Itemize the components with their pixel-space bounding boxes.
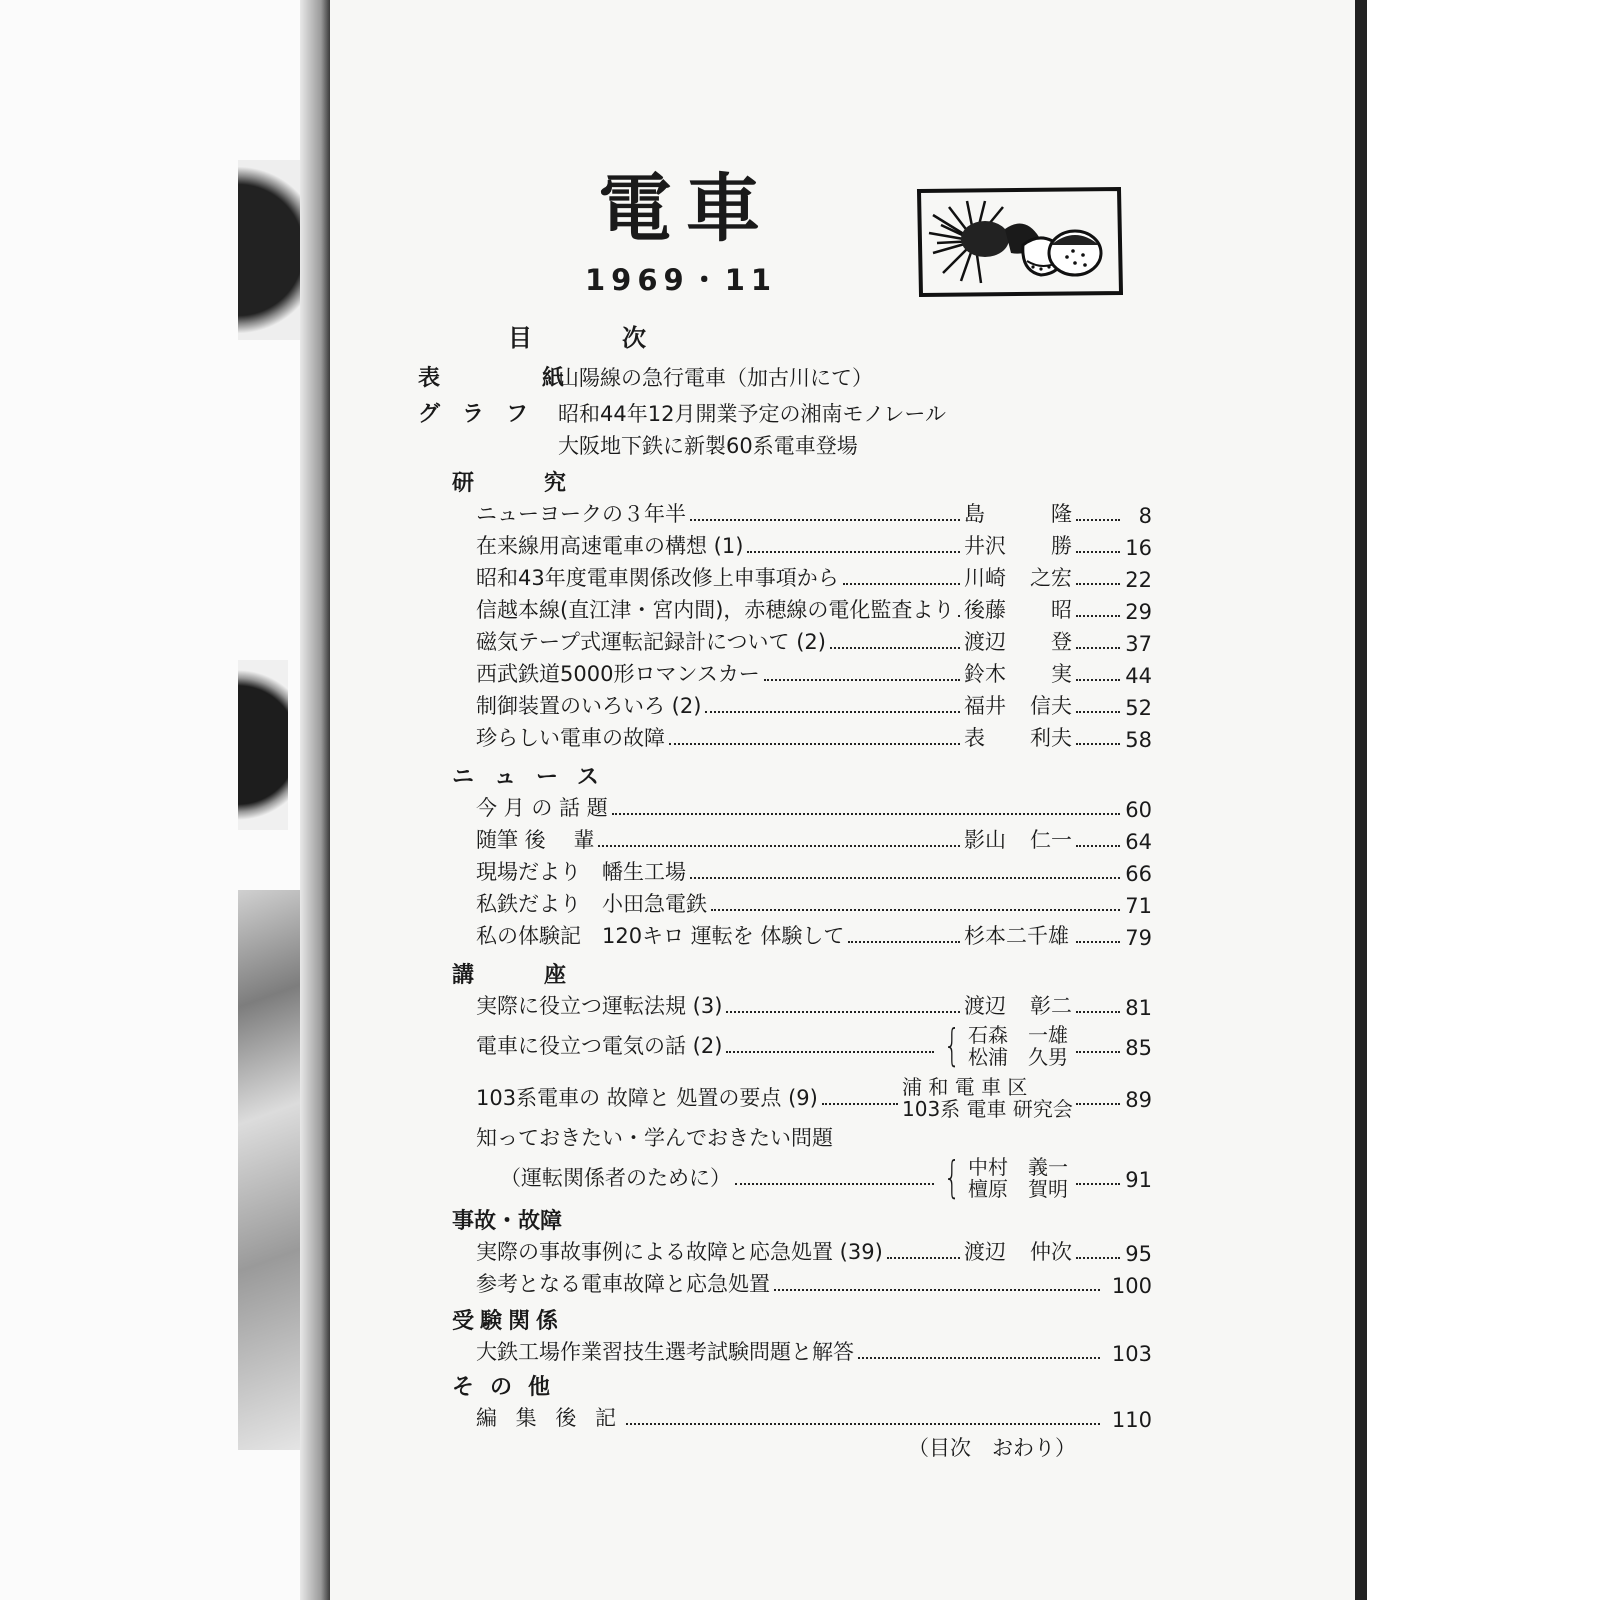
toc-entry[interactable] <box>476 722 1152 752</box>
entry-author: 表 利夫 <box>964 726 1072 750</box>
entry-page: 16 <box>1125 536 1152 560</box>
toc-entry[interactable] <box>476 530 1152 560</box>
entry-title: 知っておきたい・学んでおきたい問題 <box>476 1126 833 1150</box>
toc-entry[interactable] <box>476 498 1152 528</box>
leader-dots <box>726 1010 960 1013</box>
leader-dots <box>1076 646 1120 649</box>
entry-subtitle: （運転関係者のために） <box>500 1166 731 1190</box>
toc-entry[interactable] <box>476 888 1152 918</box>
entry-authors: 中村 義一 檀原 賀明 <box>968 1155 1068 1201</box>
toc-entry[interactable] <box>476 990 1152 1020</box>
brace-glyph: { <box>943 1020 961 1071</box>
section-heading-jiko: 事故・故障 <box>452 1209 563 1234</box>
entry-page: 89 <box>1125 1088 1152 1112</box>
leader-dots <box>669 742 960 745</box>
photo-fragment <box>238 660 288 830</box>
toc-entry[interactable] <box>476 594 1152 624</box>
entry-page: 71 <box>1125 894 1152 918</box>
entry-page: 37 <box>1125 632 1152 656</box>
toc-entry[interactable] <box>476 1336 1152 1366</box>
front-text: 大阪地下鉄に新製60系電車登場 <box>558 434 858 458</box>
brace-glyph: { <box>943 1152 961 1203</box>
entry-title: 参考となる電車故障と応急処置 <box>476 1272 770 1296</box>
entry-title: 103系電車の 故障と 処置の要点 (9) <box>476 1086 818 1110</box>
front-row-graph-2 <box>558 430 858 460</box>
entry-page: 8 <box>1138 504 1152 528</box>
toc-entry[interactable] <box>476 792 1152 822</box>
leader-dots <box>1076 614 1120 617</box>
page-edge <box>1355 0 1367 1600</box>
entry-title: 現場だより 幡生工場 <box>476 860 686 884</box>
entry-page: 22 <box>1125 568 1152 592</box>
toc-entry[interactable] <box>476 658 1152 688</box>
entry-authors: 石森 一雄 松浦 久男 <box>968 1023 1068 1069</box>
entry-title: 信越本線(直江津・宮内間)，赤穂線の電化監査より <box>476 598 955 622</box>
entry-title: 実際の事故事例による故障と応急処置 (39) <box>476 1240 883 1264</box>
entry-author: 川崎 之宏 <box>964 566 1072 590</box>
leader-dots <box>726 1050 934 1053</box>
entry-page: 95 <box>1125 1242 1152 1266</box>
entry-title: 私鉄だより 小田急電鉄 <box>476 892 707 916</box>
toc-end-note: （目次 おわり） <box>908 1436 1076 1460</box>
entry-author: 渡辺 登 <box>964 630 1072 654</box>
leader-dots <box>1076 678 1120 681</box>
leader-dots <box>1076 1102 1120 1105</box>
leader-dots <box>1076 1010 1120 1013</box>
leader-dots <box>1076 550 1120 553</box>
leader-dots <box>735 1182 934 1185</box>
toc-entry[interactable] <box>476 1236 1152 1266</box>
leader-dots <box>1076 742 1120 745</box>
leader-dots <box>1076 582 1120 585</box>
entry-title: 大鉄工場作業習技生選考試験問題と解答 <box>476 1340 854 1364</box>
toc-entry[interactable] <box>476 856 1152 886</box>
issue-date: 1969・11 <box>585 263 778 297</box>
entry-page: 85 <box>1125 1036 1152 1060</box>
entry-title: 今 月 の 話 題 <box>476 796 608 820</box>
leader-dots <box>1076 844 1120 847</box>
section-heading-koza: 講座 <box>452 963 637 988</box>
leader-dots <box>774 1288 1100 1291</box>
entry-author: 井沢 勝 <box>964 534 1072 558</box>
leader-dots <box>858 1356 1100 1359</box>
section-heading-juken: 受験関係 <box>452 1309 565 1334</box>
leader-dots <box>958 614 960 617</box>
entry-page: 60 <box>1125 798 1152 822</box>
entry-page: 81 <box>1125 996 1152 1020</box>
magazine-title: 電車 <box>598 166 774 252</box>
leader-dots <box>747 550 960 553</box>
toc-entry[interactable] <box>476 824 1152 854</box>
section-heading-kenkyu: 研究 <box>452 471 637 496</box>
entry-page: 79 <box>1125 926 1152 950</box>
entry-title: 在来線用高速電車の構想 (1) <box>476 534 744 558</box>
entry-title: 実際に役立つ運転法規 (3) <box>476 994 723 1018</box>
entry-title: 私の体験記 120キロ 運転を 体験して <box>476 924 845 948</box>
front-row-graph <box>418 398 946 428</box>
book-gutter <box>300 0 330 1600</box>
toc-entry[interactable] <box>476 1268 1152 1298</box>
leader-dots <box>705 710 960 713</box>
entry-page: 91 <box>1125 1168 1152 1192</box>
section-heading-news: ニュース <box>452 765 619 790</box>
entry-page: 64 <box>1125 830 1152 854</box>
entry-author: 福井 信夫 <box>964 694 1072 718</box>
front-label: グラフ <box>418 402 551 427</box>
toc-entry[interactable] <box>476 920 1152 950</box>
leader-dots <box>848 940 960 943</box>
leader-dots <box>598 844 960 847</box>
section-heading-sonota: その他 <box>452 1375 567 1400</box>
entry-page: 44 <box>1125 664 1152 688</box>
entry-title: 珍らしい電車の故障 <box>476 726 665 750</box>
entry-title: 随筆 後 輩 <box>476 828 595 852</box>
leader-dots <box>690 518 960 521</box>
entry-title: ニューヨークの３年半 <box>476 502 686 526</box>
front-row-cover <box>418 362 873 392</box>
front-text: 昭和44年12月開業予定の湘南モノレール <box>558 402 946 426</box>
leader-dots <box>1076 710 1120 713</box>
entry-author: 渡辺 彰二 <box>964 994 1072 1018</box>
entry-title: 編 集 後 記 <box>476 1406 623 1430</box>
toc-entry[interactable] <box>476 690 1152 720</box>
toc-entry[interactable] <box>476 1018 1152 1071</box>
front-text: 山陽線の急行電車（加古川にて） <box>558 366 873 390</box>
toc-entry[interactable] <box>476 562 1152 592</box>
leader-dots <box>830 646 960 649</box>
entry-page: 58 <box>1125 728 1152 752</box>
entry-author: 鈴木 実 <box>964 662 1072 686</box>
chestnut-illustration <box>915 185 1123 297</box>
leader-dots <box>612 812 1120 815</box>
leader-dots <box>626 1422 1100 1425</box>
toc-entry-title-line[interactable] <box>476 1122 833 1152</box>
toc-entry[interactable] <box>476 626 1152 656</box>
toc-entry[interactable] <box>500 1150 1152 1203</box>
leader-dots <box>887 1256 960 1259</box>
leader-dots <box>822 1102 898 1105</box>
entry-title: 制御装置のいろいろ (2) <box>476 694 702 718</box>
leader-dots <box>1076 1182 1120 1185</box>
toc-entry[interactable] <box>476 1070 1152 1120</box>
leader-dots <box>1076 940 1120 943</box>
entry-page: 110 <box>1111 1408 1152 1432</box>
entry-page: 100 <box>1111 1274 1152 1298</box>
entry-author: 影山 仁一 <box>964 828 1072 852</box>
entry-author: 島 隆 <box>964 502 1072 526</box>
toc-heading: 目次 <box>508 324 736 352</box>
entry-page: 103 <box>1111 1342 1152 1366</box>
leader-dots <box>843 582 960 585</box>
leader-dots <box>1076 518 1120 521</box>
entry-title: 磁気テープ式運転記録計について (2) <box>476 630 826 654</box>
entry-title: 西武鉄道5000形ロマンスカー <box>476 662 760 686</box>
leader-dots <box>1076 1256 1120 1259</box>
leader-dots <box>1076 1050 1120 1053</box>
entry-author: 渡辺 仲次 <box>964 1240 1072 1264</box>
entry-page: 29 <box>1125 600 1152 624</box>
entry-page: 66 <box>1125 862 1152 886</box>
front-label: 表 紙 <box>418 366 605 391</box>
entry-page: 52 <box>1125 696 1152 720</box>
entry-title: 昭和43年度電車関係改修上申事項から <box>476 566 839 590</box>
entry-title: 電車に役立つ電気の話 (2) <box>476 1034 723 1058</box>
leader-dots <box>711 908 1120 911</box>
entry-authors: 浦 和 電 車 区 103系 電車 研究会 <box>902 1075 1073 1121</box>
leader-dots <box>764 678 960 681</box>
entry-author: 杉本二千雄 <box>964 924 1069 948</box>
entry-author: 後藤 昭 <box>964 598 1072 622</box>
leader-dots <box>690 876 1120 879</box>
toc-entry[interactable] <box>476 1402 1152 1432</box>
